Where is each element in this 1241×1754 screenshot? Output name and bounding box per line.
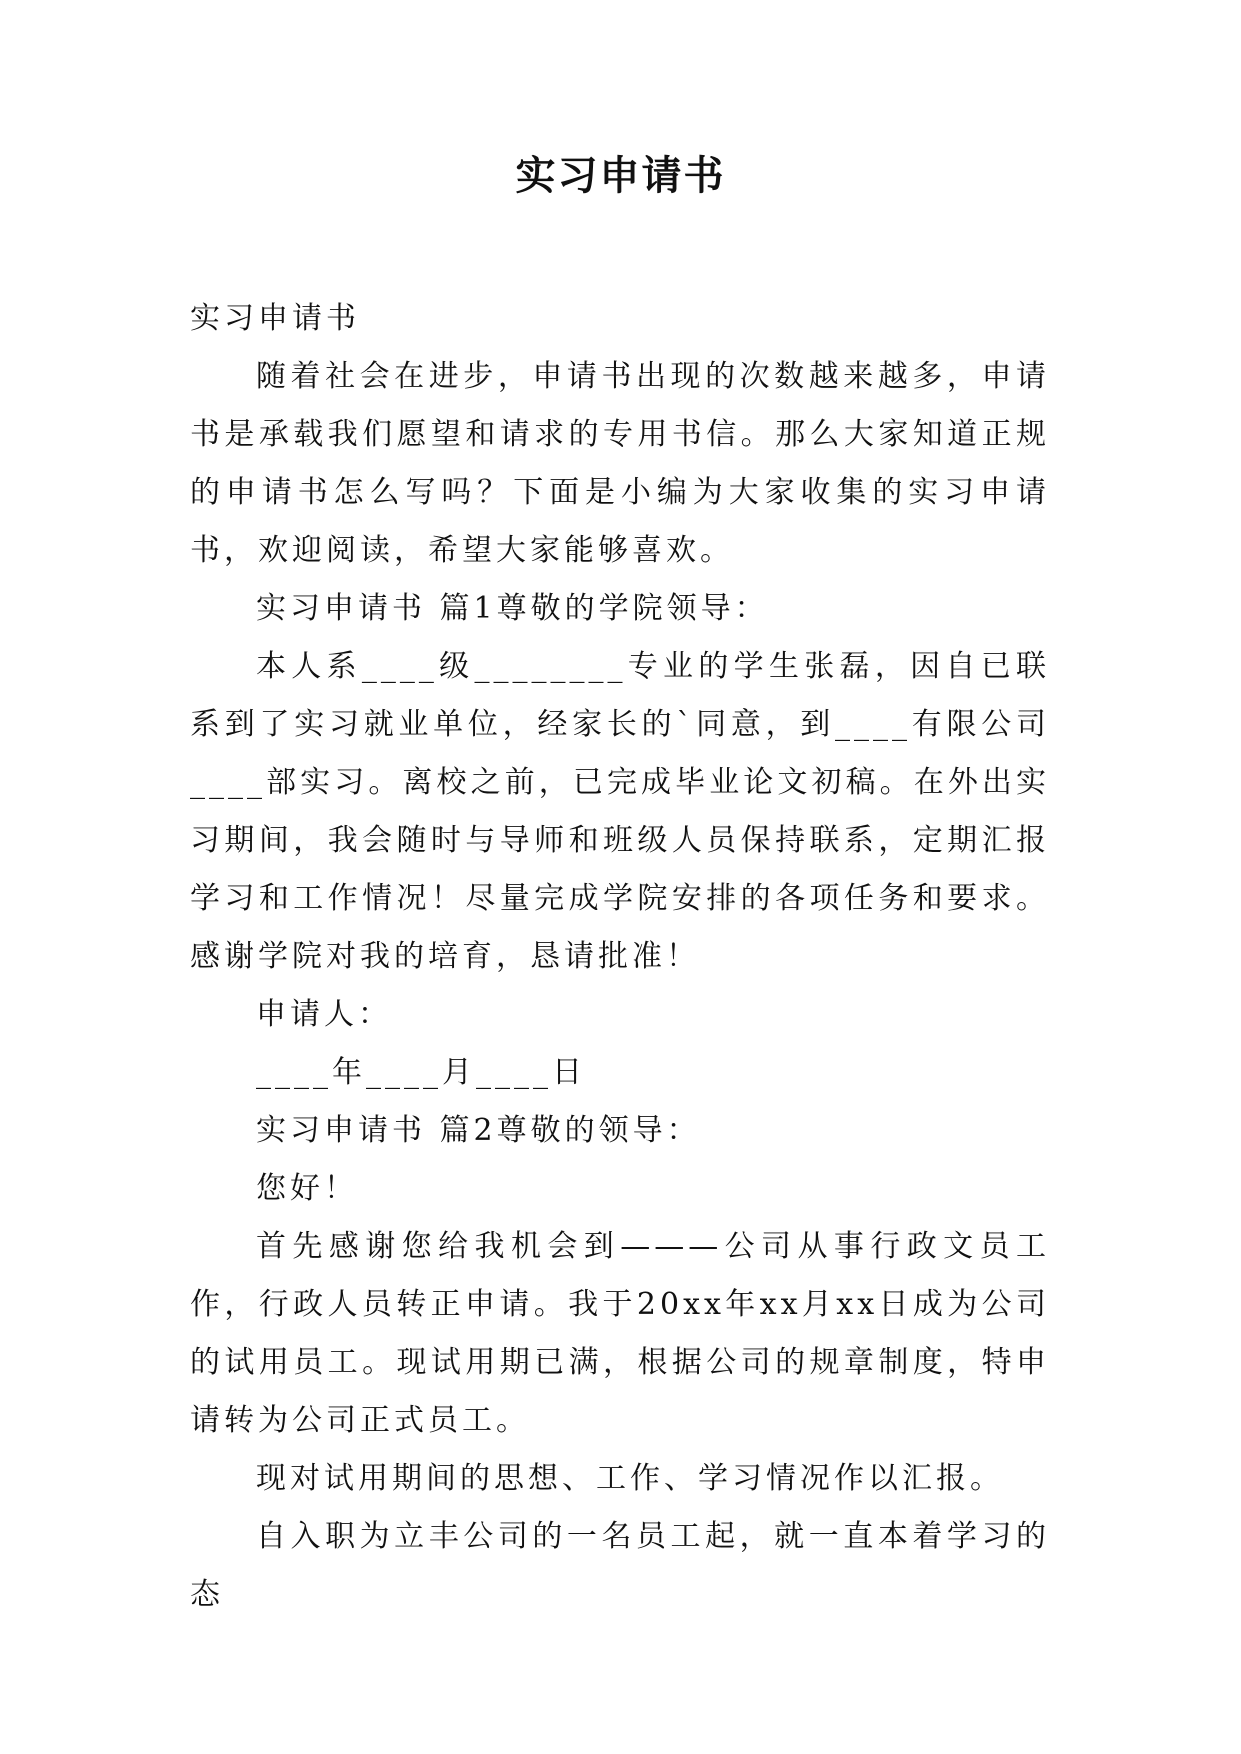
body-heading: 实习申请书 <box>190 301 360 336</box>
section-1-heading: 实习申请书 篇1尊敬的学院领导： <box>256 591 769 626</box>
paragraph-intro: 随着社会在进步，申请书出现的次数越来越多，申请书是承载我们愿望和请求的专用书信。那么大家知道正规的申请书怎么写吗？下面是小编为大家收集的实习申请书，欢迎阅读，希望大家能够喜欢。 <box>190 359 1050 568</box>
document-title: 实习申请书 <box>515 153 726 199</box>
section-2-heading: 实习申请书 篇2尊敬的领导： <box>256 1113 701 1148</box>
date-line: ____年____月____日 <box>256 1055 586 1090</box>
paragraph-section-2: 首先感谢您给我机会到———公司从事行政文员工作，行政人员转正申请。我于20xx年xx月xx日成为公司的试用员工。现试用期已满，根据公司的规章制度，特申请转为公司正式员工。 <box>190 1229 1050 1438</box>
greeting: 您好！ <box>256 1171 358 1206</box>
paragraph-continued: 自入职为立丰公司的一名员工起，就一直本着学习的态 <box>190 1519 1050 1612</box>
applicant-label: 申请人： <box>256 997 392 1032</box>
document-body <box>190 290 1050 1624</box>
paragraph-report: 现对试用期间的思想、工作、学习情况作以汇报。 <box>256 1461 1004 1496</box>
paragraph-section-1: 本人系____级________专业的学生张磊，因自已联系到了实习就业单位，经家长的`同意，到____有限公司____部实习。离校之前，已完成毕业论文初稿。在外出实习期间，我会随时与导师和班级人员保持联系，定期汇报学习和工作情况！尽量完成学院安排的各项任务和要求。感谢学院对我的培育，恳请批准！ <box>190 649 1050 974</box>
